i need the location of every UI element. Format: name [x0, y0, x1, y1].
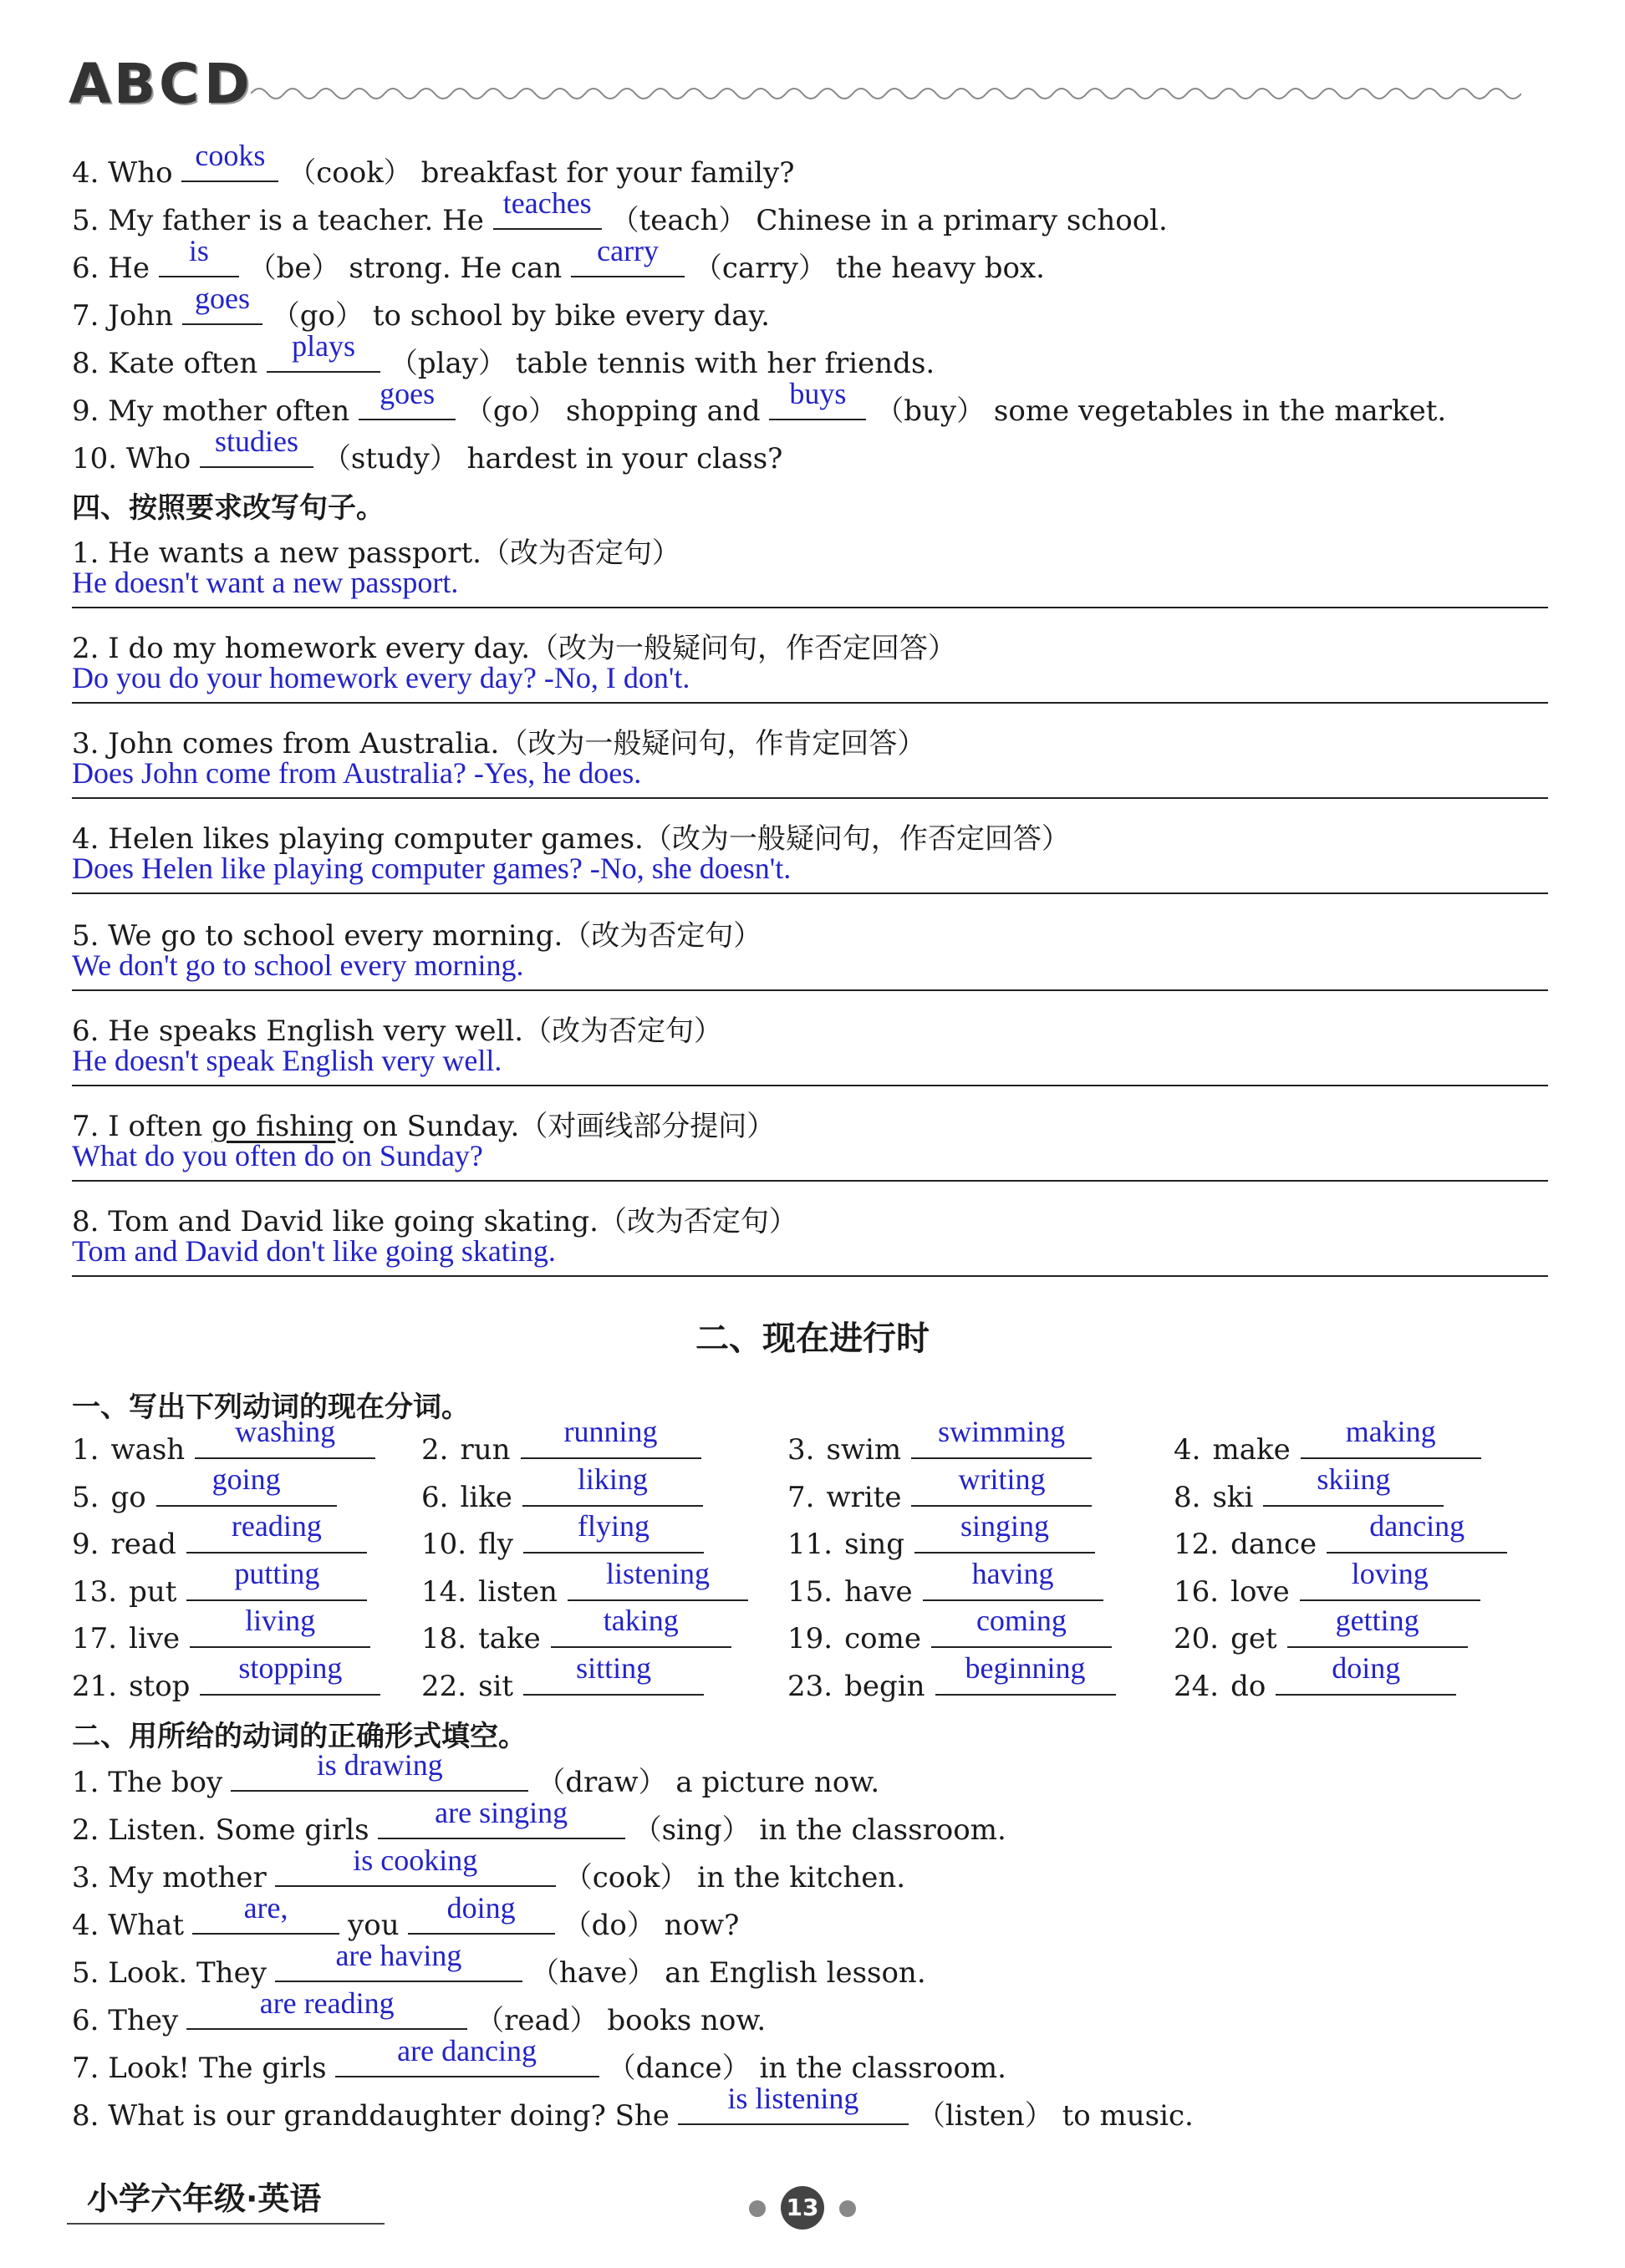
question-text: （dance） in the classroom. — [607, 2052, 1006, 2085]
question-text: you — [348, 1909, 400, 1942]
question-text: （teach） Chinese in a primary school. — [610, 204, 1168, 237]
page-dot-right — [839, 2200, 856, 2217]
rewrite-question-5: 5. We go to school every morning.（改为否定句） — [72, 919, 762, 953]
answer-text: studies — [215, 425, 299, 458]
item-number: 3. — [787, 1433, 815, 1467]
page-number: 13 — [781, 2186, 824, 2230]
logo-letter-c: C — [159, 52, 200, 116]
item-number: 16. — [1174, 1574, 1220, 1609]
participle-item — [72, 1650, 380, 1703]
question-text: （buy） some vegetables in the market. — [875, 394, 1447, 428]
answer-text: getting — [1335, 1604, 1419, 1637]
item-number: 12. — [1174, 1528, 1220, 1561]
question-text: （draw） a picture now. — [537, 1766, 880, 1799]
logo-letter-d: D — [204, 52, 250, 116]
question-text: （cook） breakfast for your family? — [288, 156, 795, 190]
item-number: 6. — [421, 1480, 449, 1514]
base-verb: stop — [129, 1669, 191, 1703]
answer-text: stopping — [238, 1650, 343, 1685]
answer-blank[interactable] — [275, 1843, 556, 1887]
question-number: 6. — [72, 252, 99, 285]
header-wave-decoration — [251, 84, 1521, 104]
answer-blank[interactable] — [522, 1462, 703, 1507]
rewrite-answer-2: Do you do your homework every day? -No, I don't. — [72, 661, 690, 694]
answer-blank[interactable] — [1300, 1556, 1480, 1601]
question-text: They — [108, 2004, 179, 2037]
question-text: （read） books now. — [476, 2004, 767, 2037]
verb-question-4 — [72, 139, 795, 190]
rewrite-question-4: 4. Helen likes playing computer games.（改为一般疑问句，作否定回答） — [72, 822, 1070, 856]
answer-text: swimming — [938, 1415, 1066, 1448]
base-verb: go — [110, 1480, 146, 1514]
item-number: 15. — [787, 1574, 833, 1609]
answer-blank[interactable] — [186, 1986, 467, 2030]
base-verb: swim — [826, 1433, 902, 1467]
item-number: 9. — [72, 1528, 99, 1561]
item-number: 19. — [787, 1622, 833, 1655]
answer-text: doing — [446, 1891, 516, 1925]
base-verb: love — [1230, 1574, 1290, 1609]
question-text: （go） to school by bike every day. — [271, 299, 770, 333]
question-text: （do） now? — [563, 1909, 740, 1942]
question-text: My father is a teacher. He — [108, 204, 484, 237]
answer-blank[interactable] — [159, 234, 239, 277]
answer-text: plays — [292, 329, 356, 363]
answer-blank[interactable] — [186, 1509, 367, 1554]
question-text: John — [108, 299, 174, 333]
answer-text: flying — [577, 1509, 649, 1543]
question-text: on Sunday.（对画线部分提问） — [362, 1110, 776, 1143]
item-number: 13. — [72, 1574, 118, 1609]
base-verb: have — [844, 1574, 913, 1609]
answer-text: doing — [1332, 1650, 1401, 1685]
question-number: 8. — [72, 347, 99, 380]
answer-text: is — [188, 234, 209, 267]
base-verb: dance — [1230, 1528, 1317, 1561]
answer-text: living — [245, 1604, 316, 1637]
answer-blank[interactable] — [192, 1891, 339, 1935]
question-text: Who — [108, 156, 173, 190]
item-number: 21. — [72, 1669, 118, 1703]
question-text: （be） strong. He can — [247, 252, 563, 285]
answer-blank[interactable] — [1276, 1650, 1456, 1696]
answer-blank[interactable] — [181, 139, 278, 182]
question-text: Look. They — [108, 1956, 267, 1990]
item-number: 20. — [1174, 1622, 1220, 1655]
question-number: 6. — [72, 2004, 99, 2037]
question-number: 3. — [72, 1861, 99, 1894]
rewrite-question-3: 3. John comes from Australia.（改为一般疑问句，作肯定回答） — [72, 727, 926, 760]
answer-text: buys — [789, 377, 847, 410]
question-text: （have） an English lesson. — [530, 1956, 926, 1990]
rewrite-question-8: 8. Tom and David like going skating.（改为否定句） — [72, 1205, 797, 1238]
section-heading: 二、用所给的动词的正确形式填空。 — [72, 1720, 527, 1753]
underlined-phrase: go fishing — [211, 1110, 354, 1143]
answer-text: dancing — [1369, 1509, 1465, 1543]
question-text: He — [108, 252, 150, 285]
answer-blank[interactable] — [378, 1796, 625, 1839]
question-text: （sing） in the classroom. — [633, 1813, 1006, 1847]
item-number: 1. — [72, 1433, 99, 1467]
question-text: What — [108, 1909, 185, 1942]
base-verb: do — [1230, 1669, 1266, 1703]
answer-text: singing — [960, 1509, 1050, 1543]
progressive-question-1 — [72, 1748, 880, 1799]
footer-title: 小学六年级·英语 — [87, 2180, 322, 2217]
question-number: 2. — [72, 1813, 99, 1847]
answer-blank[interactable] — [568, 1556, 748, 1601]
question-number: 9. — [72, 394, 99, 428]
answer-blank[interactable] — [521, 1415, 701, 1459]
item-number: 14. — [421, 1574, 467, 1609]
answer-blank[interactable] — [493, 186, 602, 230]
answer-line — [72, 607, 1548, 608]
answer-blank[interactable] — [231, 1748, 528, 1792]
base-verb: wash — [110, 1433, 186, 1467]
question-number: 7. — [72, 2052, 99, 2085]
answer-blank[interactable] — [911, 1415, 1092, 1459]
answer-text: reading — [231, 1509, 322, 1543]
participle-item — [421, 1650, 704, 1703]
base-verb: live — [129, 1622, 181, 1655]
base-verb: run — [460, 1433, 511, 1467]
answer-text: coming — [976, 1604, 1067, 1637]
answer-text: sitting — [576, 1650, 652, 1685]
item-number: 7. — [787, 1480, 815, 1514]
question-text: Look! The girls — [108, 2052, 327, 2085]
base-verb: fly — [478, 1528, 513, 1561]
verb-question-10 — [72, 425, 783, 475]
answer-blank[interactable] — [935, 1650, 1116, 1696]
question-text: 7. I often — [72, 1110, 203, 1143]
answer-text: teaches — [502, 186, 592, 220]
base-verb: come — [844, 1622, 921, 1655]
answer-text: is cooking — [353, 1843, 478, 1877]
question-text: My mother — [108, 1861, 267, 1894]
rewrite-answer-1: He doesn't want a new passport. — [72, 566, 459, 599]
answer-text: is drawing — [316, 1748, 443, 1782]
answer-text: are dancing — [397, 2034, 537, 2067]
question-text: My mother often — [108, 394, 350, 428]
base-verb: begin — [844, 1669, 925, 1703]
answer-line — [72, 702, 1548, 704]
answer-line — [72, 892, 1548, 894]
participle-item — [787, 1650, 1116, 1703]
item-number: 24. — [1174, 1669, 1220, 1703]
rewrite-question-2: 2. I do my homework every day.（改为一般疑问句，作否定回答） — [72, 632, 956, 665]
progressive-question-8 — [72, 2082, 1194, 2133]
answer-text: taking — [603, 1604, 679, 1637]
answer-blank[interactable] — [267, 329, 380, 373]
answer-line — [72, 1180, 1548, 1182]
participle-row — [72, 1650, 1560, 1707]
answer-blank[interactable] — [678, 2082, 909, 2125]
question-text: （listen） to music. — [916, 2099, 1194, 2133]
question-text: Kate often — [108, 347, 258, 380]
answer-blank[interactable] — [523, 1509, 704, 1554]
answer-text: beginning — [965, 1650, 1086, 1685]
item-number: 5. — [72, 1480, 99, 1514]
answer-text: are, — [243, 1891, 288, 1925]
base-verb: get — [1230, 1622, 1277, 1655]
part-title: 二、现在进行时 — [695, 1320, 930, 1358]
base-verb: put — [129, 1574, 177, 1609]
progressive-question-7 — [72, 2034, 1006, 2085]
answer-blank[interactable] — [923, 1556, 1103, 1601]
answer-line — [72, 1085, 1548, 1086]
base-verb: like — [460, 1480, 512, 1514]
item-number: 8. — [1174, 1480, 1201, 1514]
rewrite-answer-8: Tom and David don't like going skating. — [72, 1234, 556, 1268]
answer-text: liking — [577, 1462, 648, 1496]
answer-blank[interactable] — [571, 234, 685, 277]
answer-text: having — [971, 1556, 1054, 1590]
answer-text: listening — [605, 1556, 710, 1590]
answer-blank[interactable] — [195, 1415, 375, 1459]
question-text: （play） table tennis with her friends. — [389, 347, 935, 380]
answer-blank[interactable] — [523, 1650, 704, 1696]
item-number: 10. — [421, 1528, 467, 1561]
answer-text: going — [211, 1462, 281, 1496]
answer-line — [72, 797, 1548, 799]
answer-text: is listening — [727, 2082, 859, 2115]
answer-text: cooks — [195, 139, 266, 172]
answer-blank[interactable] — [200, 425, 313, 468]
base-verb: sit — [478, 1669, 514, 1703]
question-number: 1. — [72, 1766, 99, 1799]
answer-text: loving — [1351, 1556, 1429, 1590]
answer-text: running — [563, 1415, 658, 1448]
question-text: （study） hardest in your class? — [322, 442, 783, 475]
answer-blank[interactable] — [200, 1650, 380, 1696]
answer-blank[interactable] — [186, 1556, 367, 1601]
answer-blank[interactable] — [1301, 1415, 1481, 1459]
rewrite-answer-5: We don't go to school every morning. — [72, 948, 524, 982]
answer-blank[interactable] — [1327, 1509, 1507, 1554]
question-text: Who — [125, 442, 191, 475]
answer-blank[interactable] — [1263, 1462, 1444, 1507]
answer-text: writing — [958, 1462, 1046, 1496]
answer-blank[interactable] — [911, 1462, 1092, 1507]
footer-rule — [67, 2223, 385, 2225]
logo-letter-a: A — [69, 52, 112, 116]
page-dot-left — [749, 2200, 766, 2217]
question-text: （carry） the heavy box. — [693, 252, 1045, 285]
answer-blank[interactable] — [156, 1462, 337, 1507]
item-number: 11. — [787, 1528, 833, 1561]
rewrite-answer-3: Does John come from Australia? -Yes, he does. — [72, 756, 642, 790]
abcd-logo — [69, 52, 250, 122]
answer-blank[interactable] — [335, 2034, 599, 2077]
answer-text: goes — [194, 282, 250, 315]
answer-blank[interactable] — [190, 1604, 370, 1648]
question-text: （go） shopping and — [464, 394, 761, 428]
answer-text: are having — [335, 1939, 462, 1972]
base-verb: ski — [1212, 1480, 1254, 1514]
answer-text: washing — [235, 1415, 336, 1448]
question-number: 8. — [72, 2099, 99, 2133]
item-number: 18. — [421, 1622, 467, 1655]
logo-letter-b: B — [114, 52, 156, 116]
item-number: 4. — [1174, 1433, 1201, 1467]
item-number: 17. — [72, 1622, 118, 1655]
question-number: 5. — [72, 204, 99, 237]
answer-blank[interactable] — [931, 1604, 1112, 1648]
question-text: Listen. Some girls — [108, 1813, 369, 1847]
question-number: 10. — [72, 442, 118, 475]
participle-item — [1174, 1650, 1456, 1703]
answer-blank[interactable] — [408, 1891, 555, 1935]
answer-blank[interactable] — [182, 282, 262, 325]
answer-text: putting — [234, 1556, 320, 1590]
answer-blank[interactable] — [914, 1509, 1095, 1554]
answer-blank[interactable] — [769, 377, 866, 420]
progressive-question-3 — [72, 1843, 906, 1894]
answer-text: are singing — [435, 1796, 568, 1829]
rewrite-answer-7: What do you often do on Sunday? — [72, 1139, 483, 1172]
answer-text: are reading — [259, 1986, 395, 2020]
verb-question-5 — [72, 186, 1168, 237]
item-number: 23. — [787, 1669, 833, 1703]
question-number: 5. — [72, 1956, 99, 1990]
section-heading: 一、写出下列动词的现在分词。 — [72, 1391, 470, 1424]
rewrite-answer-6: He doesn't speak English very well. — [72, 1044, 502, 1077]
question-number: 4. — [72, 1909, 99, 1942]
rewrite-question-6: 6. He speaks English very well.（改为否定句） — [72, 1014, 723, 1048]
question-text: （cook） in the kitchen. — [563, 1861, 906, 1894]
progressive-question-2 — [72, 1796, 1006, 1847]
question-number: 4. — [72, 156, 99, 190]
section-heading: 四、按照要求改写句子。 — [72, 491, 385, 525]
question-text: The boy — [108, 1766, 223, 1799]
base-verb: read — [110, 1528, 176, 1561]
progressive-question-5 — [72, 1939, 926, 1990]
base-verb: sing — [844, 1528, 905, 1561]
answer-text: skiing — [1317, 1462, 1391, 1496]
rewrite-question-1: 1. He wants a new passport.（改为否定句） — [72, 536, 680, 570]
rewrite-answer-4: Does Helen like playing computer games? -No, she doesn't. — [72, 852, 792, 885]
base-verb: listen — [478, 1574, 558, 1609]
answer-blank[interactable] — [275, 1939, 522, 1982]
verb-question-7 — [72, 282, 770, 333]
base-verb: write — [826, 1480, 902, 1514]
progressive-question-6 — [72, 1986, 767, 2037]
answer-text: carry — [597, 234, 660, 267]
answer-blank[interactable] — [1287, 1604, 1468, 1648]
answer-text: making — [1345, 1415, 1436, 1448]
verb-question-6 — [72, 234, 1045, 285]
answer-line — [72, 989, 1548, 991]
answer-text: goes — [380, 377, 436, 410]
progressive-question-4 — [72, 1891, 740, 1942]
verb-question-9 — [72, 377, 1447, 428]
answer-blank[interactable] — [359, 377, 456, 420]
question-number: 7. — [72, 299, 99, 333]
answer-line — [72, 1275, 1548, 1277]
item-number: 22. — [421, 1669, 467, 1703]
base-verb: take — [478, 1622, 541, 1655]
question-text: What is our granddaughter doing? She — [108, 2099, 670, 2133]
answer-blank[interactable] — [551, 1604, 731, 1648]
item-number: 2. — [421, 1433, 449, 1467]
verb-question-8 — [72, 329, 935, 380]
base-verb: make — [1212, 1433, 1291, 1467]
